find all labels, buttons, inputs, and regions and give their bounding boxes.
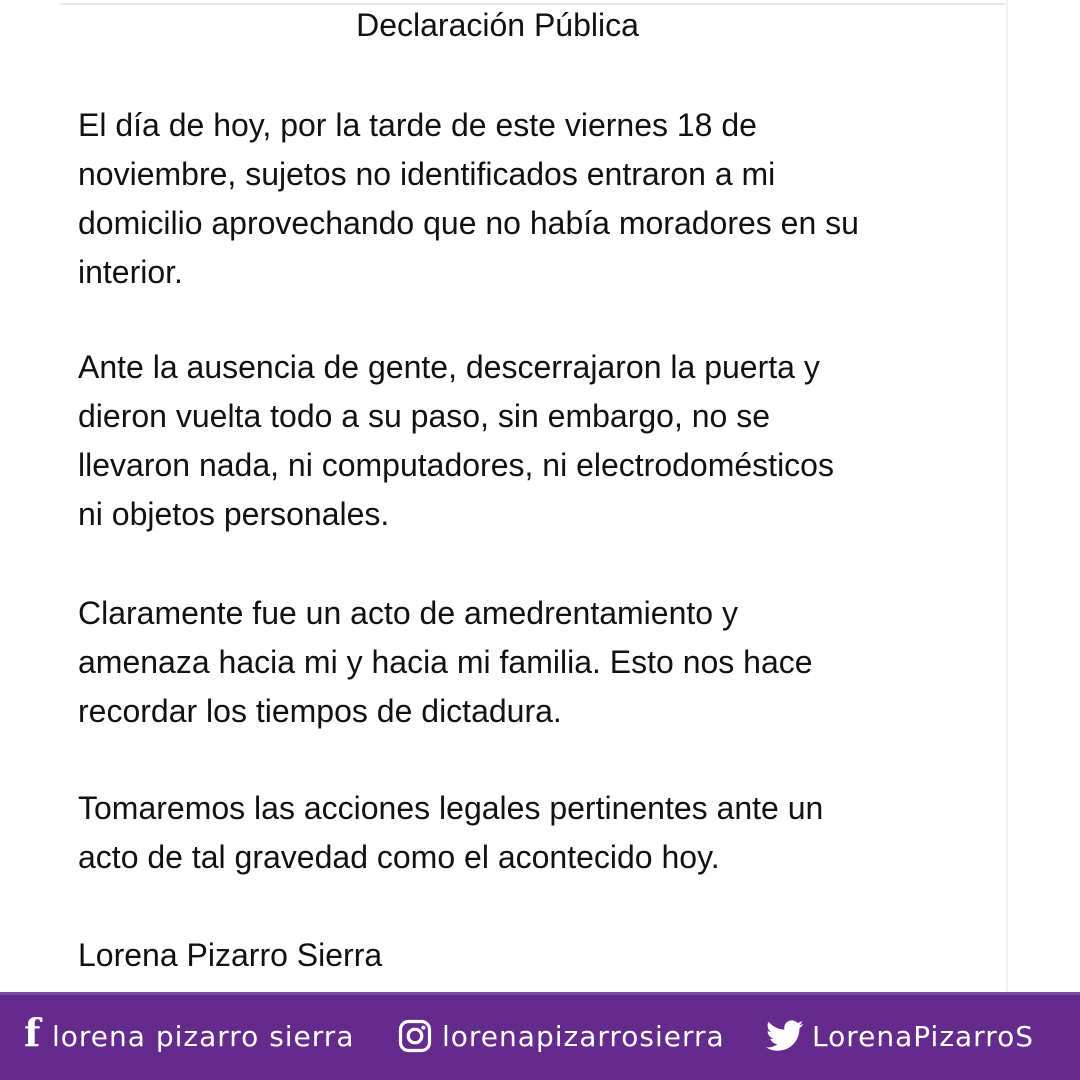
- twitter-icon: [766, 1020, 804, 1052]
- signature: Lorena Pizarro Sierra: [78, 937, 383, 973]
- facebook-label: lorena pizarro sierra: [52, 1019, 355, 1053]
- twitter-label: LorenaPizarroS: [812, 1019, 1034, 1053]
- instagram-icon: [398, 1019, 432, 1053]
- instagram-label: lorenapizarrosierra: [442, 1019, 725, 1053]
- twitter-link[interactable]: [766, 1014, 1034, 1058]
- paragraph-4: Tomaremos las acciones legales pertinentes ante un acto de tal gravedad como el acontecido hoy.: [78, 790, 824, 875]
- instagram-link[interactable]: [398, 1014, 725, 1058]
- social-footer: [0, 992, 1080, 1080]
- paragraph-3: Claramente fue un acto de amedrentamiento y amenaza hacia mi y hacia mi familia. Esto nos hace recordar los tiempos de dictadura.: [78, 595, 813, 729]
- page-title: Declaración Pública: [356, 7, 639, 43]
- facebook-icon: f: [24, 1010, 42, 1055]
- facebook-link[interactable]: [24, 1010, 355, 1058]
- paragraph-1: El día de hoy, por la tarde de este viernes 18 de noviembre, sujetos no identificados entraron a mi domicilio aprovechando que no había moradores en su interior.: [78, 107, 859, 290]
- paragraph-2: Ante la ausencia de gente, descerrajaron la puerta y dieron vuelta todo a su paso, sin embargo, no se llevaron nada, ni computadores, ni electrodomésticos ni objetos personales.: [78, 349, 834, 532]
